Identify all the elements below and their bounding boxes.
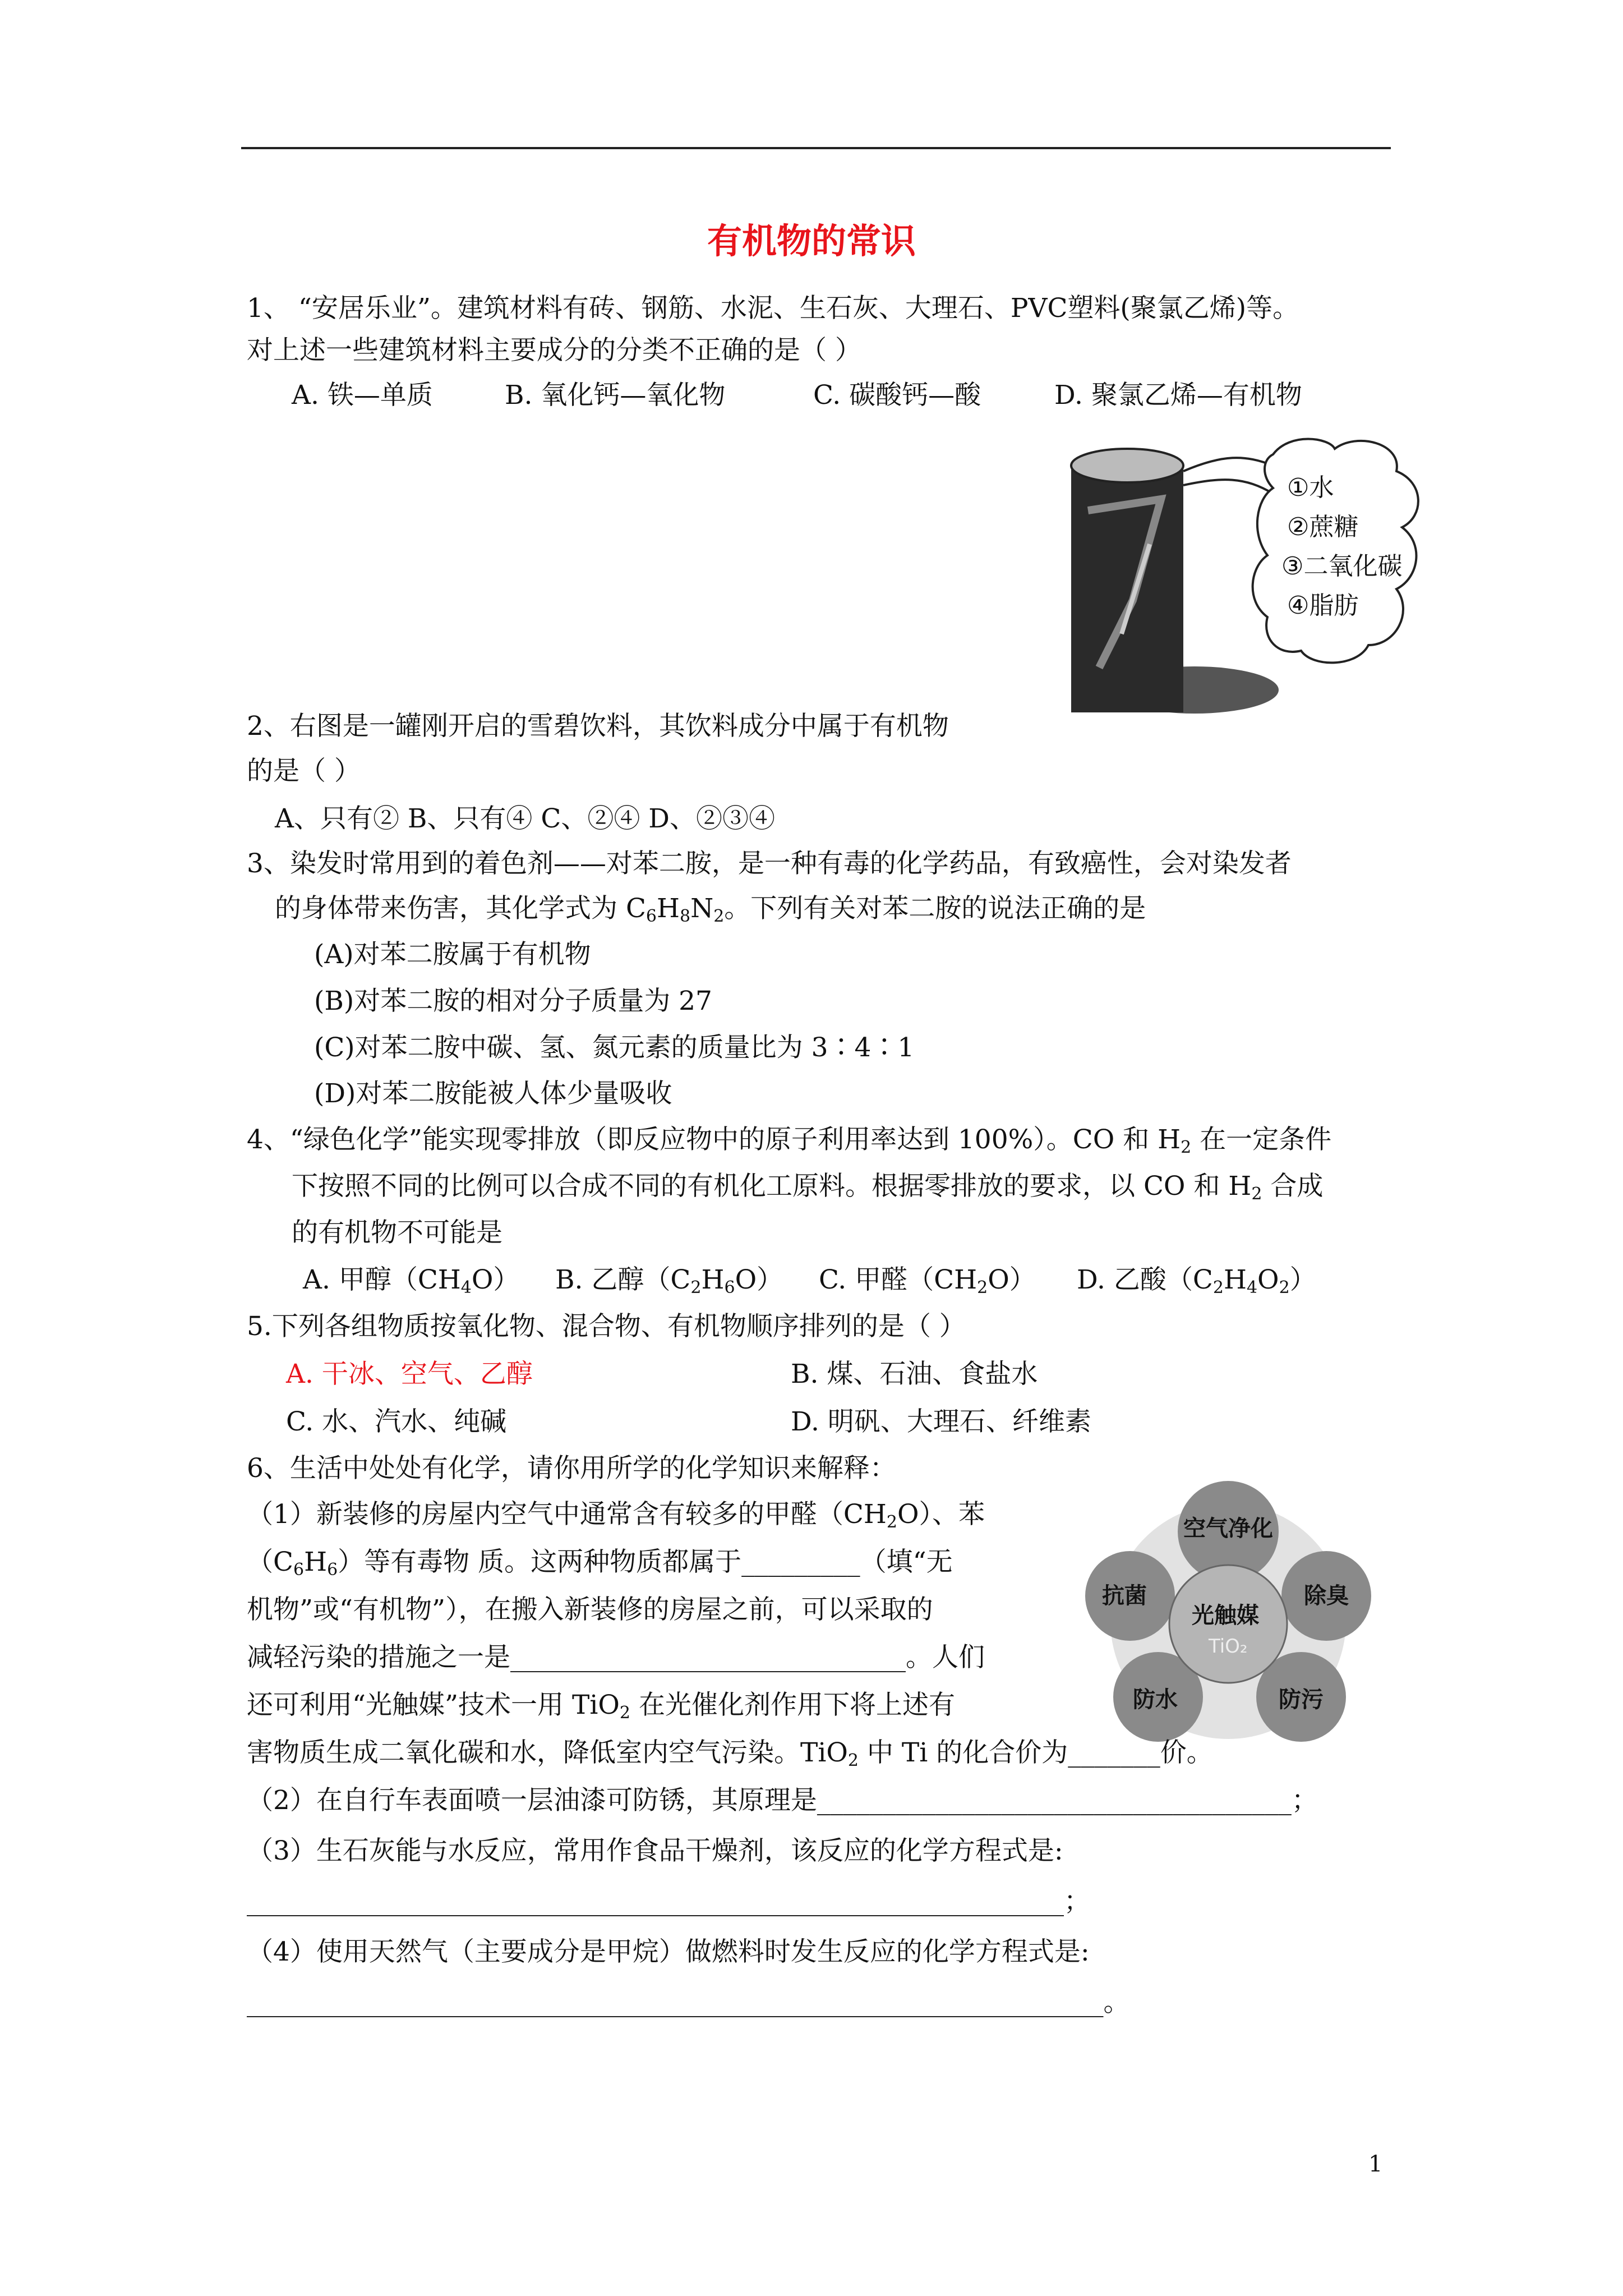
q5-option-c: C. 水、汽水、纯碱 (286, 1406, 507, 1437)
ingredient-1: ①水 (1287, 473, 1334, 502)
label-air-purification: 空气净化 (1183, 1516, 1273, 1542)
q3-option-d: (D)对苯二胺能被人体少量吸收 (314, 1078, 672, 1109)
q5-option-d: D. 明矾、大理石、纤维素 (791, 1406, 1091, 1437)
header-rule (241, 147, 1391, 149)
label-waterproof: 防水 (1133, 1687, 1178, 1713)
q6-part1-line6: 害物质生成二氧化碳和水，降低室内空气污染。TiO$_2$ 中 Ti 的化合价为_______价。 (247, 1737, 1213, 1770)
q4-option-c: C. 甲醛$(CH_2O)$ (819, 1264, 1036, 1297)
q1-line1: 1、 “安居乐业”。建筑材料有砖、钢筋、水泥、生石灰、大理石、PVC塑料(聚氯乙烯)等。 (247, 293, 1299, 324)
q1-option-b: B. 氧化钙—氧化物 (505, 380, 726, 411)
label-deodorize: 除臭 (1304, 1583, 1349, 1609)
label-antibacterial: 抗菌 (1102, 1583, 1147, 1609)
label-tio2: TiO₂ (1209, 1635, 1248, 1658)
q3-line2: 的身体带来伤害，其化学式为 $C_6H_8N_2$。下列有关对苯二胺的说法正确的是 (275, 893, 1146, 926)
q4-option-d: D. 乙酸$(C_2H_4O_2)$ (1077, 1264, 1316, 1297)
q2-line1: 2、右图是一罐刚开启的雪碧饮料，其饮料成分中属于有机物 (247, 711, 949, 742)
q6-part1-line3: 机物”或“有机物”），在搬入新装修的房屋之前，可以采取的 (247, 1594, 933, 1625)
label-photocatalyst: 光触媒 (1192, 1603, 1259, 1628)
q6-part1-line1: （1）新装修的房屋内空气中通常含有较多的甲醛$(CH_2O)$、苯 (247, 1499, 985, 1532)
soda-can-figure (1066, 432, 1424, 724)
ingredient-4: ④脂肪 (1287, 591, 1359, 620)
q4-line2: 下按照不同的比例可以合成不同的有机化工原料。根据零排放的要求，以 CO 和 $H_2$ 合成 (292, 1171, 1324, 1204)
q6-part1-line5: 还可利用“光触媒”技术一用 TiO$_2$ 在光催化剂作用下将上述有 (247, 1690, 955, 1723)
q2-line2: 的是（ ） (247, 756, 361, 786)
q6-part3-line2: ______________________________________________________________； (247, 1886, 1090, 1917)
q4-line3: 的有机物不可能是 (292, 1217, 502, 1248)
photocatalyst-figure (1082, 1481, 1374, 1750)
q6-part1-line2: $(C_6H_6)$等有毒物 质。这两种物质都属于_________（填“无 (247, 1547, 953, 1580)
q5-option-a: A. 干冰、空气、乙醇 (286, 1359, 533, 1389)
q1-option-c: C. 碳酸钙—酸 (813, 380, 981, 411)
q3-option-b: (B)对苯二胺的相对分子质量为 27 (314, 986, 712, 1016)
ingredient-3: ③二氧化碳 (1281, 552, 1403, 581)
q3-line1: 3、染发时常用到的着色剂——对苯二胺，是一种有毒的化学药品，有致癌性，会对染发者 (247, 848, 1292, 879)
q2-options: A、只有② B、只有④ C、②④ D、②③④ (275, 803, 775, 834)
q5-option-b: B. 煤、石油、食盐水 (791, 1359, 1038, 1389)
q6-part4-line2: _________________________________________________________________。 (247, 1987, 1130, 2018)
q1-line2: 对上述一些建筑材料主要成分的分类不正确的是（ ） (247, 335, 861, 366)
q4-option-a: A. 甲醇$(CH_4O)$ (303, 1264, 520, 1297)
q1-option-d: D. 聚氯乙烯—有机物 (1054, 380, 1302, 411)
q5-line1: 5.下列各组物质按氧化物、混合物、有机物顺序排列的是（ ） (247, 1311, 966, 1342)
page-number: 1 (1368, 2151, 1383, 2177)
q4-option-b: B. 乙醇$(C_2H_6O)$ (555, 1264, 783, 1297)
q1-option-a: A. 铁—单质 (292, 380, 433, 411)
page-title: 有机物的常识 (707, 220, 916, 261)
q6-part3-line1: （3）生石灰能与水反应，常用作食品干燥剂，该反应的化学方程式是: (247, 1835, 1063, 1866)
q3-option-c: (C)对苯二胺中碳、氢、氮元素的质量比为 3∶4∶1 (314, 1032, 915, 1063)
q6-part1-line4: 减轻污染的措施之一是______________________________。人们 (247, 1642, 985, 1673)
q3-option-a: (A)对苯二胺属于有机物 (314, 939, 591, 970)
q6-intro: 6、生活中处处有化学，请你用所学的化学知识来解释： (247, 1453, 896, 1484)
q6-part2: （2）在自行车表面喷一层油漆可防锈，其原理是____________________________________； (247, 1785, 1318, 1816)
q6-part4-line1: （4）使用天然气（主要成分是甲烷）做燃料时发生反应的化学方程式是: (247, 1936, 1090, 1967)
q4-line1: 4、“绿色化学”能实现零排放（即反应物中的原子利用率达到 100%）。CO 和 $H_2$ 在一定条件 (247, 1124, 1332, 1157)
label-antifouling: 防污 (1279, 1687, 1324, 1713)
ingredient-2: ②蔗糖 (1287, 513, 1359, 541)
